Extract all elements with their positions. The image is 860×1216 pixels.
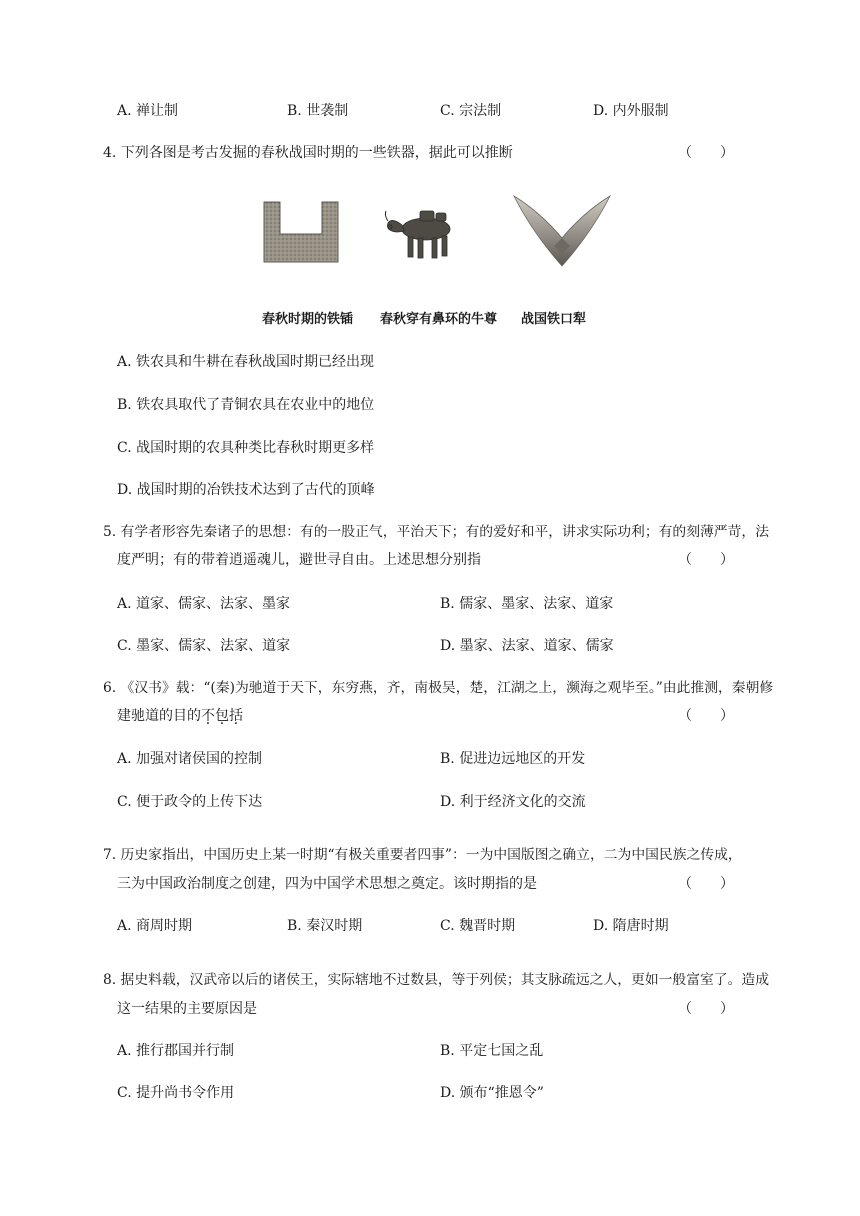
q4-caption-plough: 战国铁口犁 [521,312,587,327]
q6-option-c: C. 便于政令的上传下达 [117,794,263,810]
q6-emphasis-char-3: 括 [229,708,243,724]
q4-answer-bracket: （ ） [678,145,734,161]
q3-option-a: A. 禅让制 [117,103,179,119]
q8-option-d: D. 颁布“推恩令” [440,1085,544,1101]
q4-stem: 4. 下列各图是考古发掘的春秋战国时期的一些铁器，据此可以推断 [103,145,513,161]
q7-answer-bracket: （ ） [678,876,734,892]
ox-zun-image [382,203,462,263]
q7-stem-line1: 7. 历史家指出，中国历史上某一时期“有极关重要者四事”：一为中国版图之确立，二为中国民族之传成， [103,847,742,863]
q7-option-a: A. 商周时期 [117,918,193,934]
iron-plough-image [512,192,612,270]
q4-option-b: B. 铁农具取代了青铜农具在农业中的地位 [117,397,375,413]
q3-option-d: D. 内外服制 [593,103,669,119]
q7-option-c: C. 魏晋时期 [440,918,516,934]
q5-stem-line1: 5. 有学者形容先秦诸子的思想：有的一股正气，平治天下；有的爱好和平，讲求实际功利；有的刻薄严苛，法 [103,524,769,540]
q7-option-b: B. 秦汉时期 [287,918,363,934]
q6-answer-bracket: （ ） [678,708,734,724]
q7-option-d: D. 隋唐时期 [593,918,669,934]
q8-stem-line2: 这一结果的主要原因是 [117,1001,257,1017]
q6-stem-line2 [117,706,243,726]
q5-stem-line2: 度严明；有的带着逍遥魂儿，避世寻自由。上述思想分别指 [117,552,481,568]
q4-caption-spade: 春秋时期的铁锸 [262,312,354,327]
q6-option-b: B. 促进边远地区的开发 [440,751,586,767]
q6-option-a: A. 加强对诸侯国的控制 [117,751,263,767]
q7-stem-line2: 三为中国政治制度之创建，四为中国学术思想之奠定。该时期指的是 [117,876,537,892]
q8-option-a: A. 推行郡国并行制 [117,1043,235,1059]
iron-spade-image [262,198,340,264]
q5-option-d: D. 墨家、法家、道家、儒家 [440,638,614,654]
q4-caption-ox-zun: 春秋穿有鼻环的牛尊 [380,312,498,327]
q4-option-c: C. 战国时期的农具种类比春秋时期更多样 [117,440,375,456]
q5-option-a: A. 道家、儒家、法家、墨家 [117,596,291,612]
q5-answer-bracket: （ ） [678,552,734,568]
q3-option-b: B. 世袭制 [287,103,349,119]
q8-option-b: B. 平定七国之乱 [440,1043,544,1059]
q8-option-c: C. 提升尚书令作用 [117,1085,235,1101]
q8-stem-line1: 8. 据史料载，汉武帝以后的诸侯王，实际辖地不过数县，等于列侯；其支脉疏远之人，更如一般富室了。造成 [103,972,769,988]
q6-emphasis-char-1: 不 [201,708,215,724]
q4-option-a: A. 铁农具和牛耕在春秋战国时期已经出现 [117,354,375,370]
q6-stem-line1: 6. 《汉书》载：“(秦)为驰道于天下，东穷燕，齐，南极吴，楚，江湖之上，濒海之观毕至。”由此推测，秦朝修 [103,680,774,696]
q5-option-b: B. 儒家、墨家、法家、道家 [440,596,614,612]
q6-emphasis-char-2: 包 [215,708,229,724]
q6-stem-line2-text: 建驰道的目的 [117,708,201,724]
q5-option-c: C. 墨家、儒家、法家、道家 [117,638,291,654]
q8-answer-bracket: （ ） [678,1001,734,1017]
q4-option-d: D. 战国时期的冶铁技术达到了古代的顶峰 [117,482,375,498]
q3-option-c: C. 宗法制 [440,103,502,119]
q6-option-d: D. 利于经济文化的交流 [440,794,586,810]
